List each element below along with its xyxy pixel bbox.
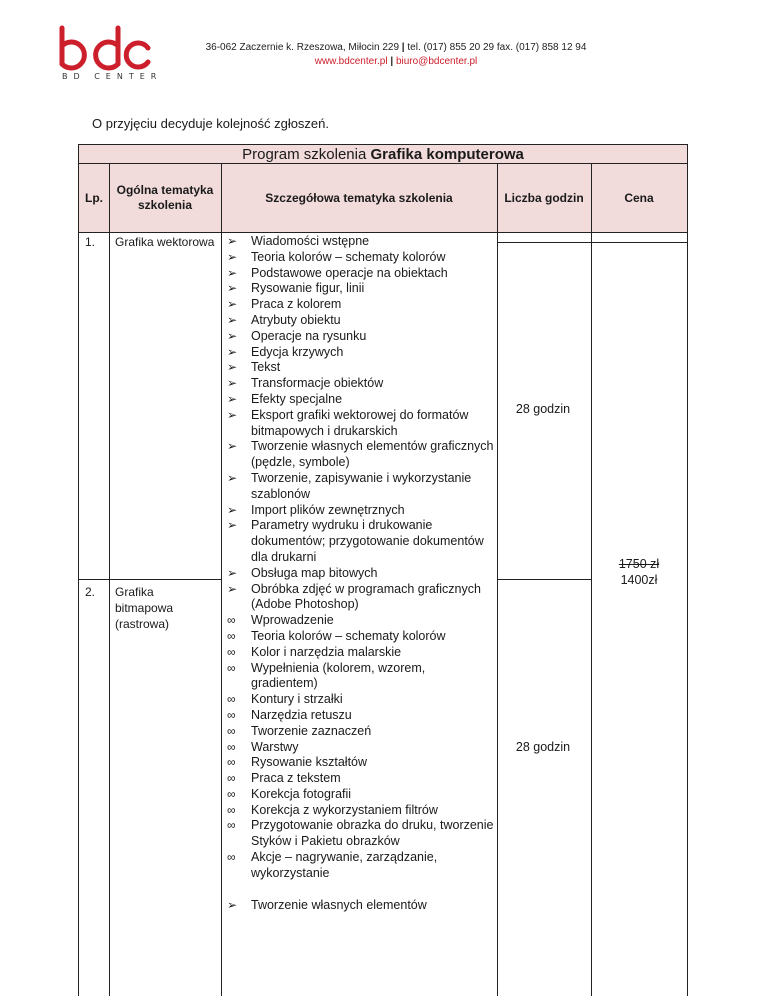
row2-hours: 28 godzin [515, 740, 571, 754]
topic-item [225, 850, 495, 882]
topic-text: Korekcja z wykorzystaniem filtrów [251, 802, 438, 817]
topic-text: Kolor i narzędzia malarskie [251, 644, 402, 659]
arrow-bullet-icon: ➢ [227, 328, 238, 343]
arrow-bullet-icon: ➢ [227, 376, 238, 391]
topic-item [225, 297, 495, 313]
infinity-bullet-icon: ∞ [227, 692, 236, 707]
infinity-bullet-icon: ∞ [227, 771, 236, 786]
arrow-bullet-icon: ➢ [227, 518, 238, 533]
header-general: Ogólna tematyka szkolenia [116, 183, 214, 212]
topic-text: Wprowadzenie [251, 613, 334, 628]
topic-item [225, 503, 495, 519]
topic-list [225, 234, 495, 913]
topic-text: Warstwy [251, 739, 299, 754]
website-link[interactable]: www.bdcenter.pl [314, 56, 388, 67]
topic-item [225, 898, 495, 914]
arrow-bullet-icon: ➢ [227, 281, 238, 296]
infinity-bullet-icon: ∞ [227, 755, 236, 770]
topic-text: Tworzenie, zapisywanie i wykorzystanie szablonów [251, 470, 472, 501]
topic-item [225, 645, 495, 661]
arrow-bullet-icon: ➢ [227, 439, 238, 454]
topic-text: Teoria kolorów – schematy kolorów [251, 628, 446, 643]
table-title-bold: Grafika komputerowa [370, 146, 524, 163]
arrow-bullet-icon: ➢ [227, 249, 238, 264]
topic-item [225, 787, 495, 803]
topic-item [225, 771, 495, 787]
infinity-bullet-icon: ∞ [227, 723, 236, 738]
topic-item [225, 250, 495, 266]
topic-text: Parametry wydruku i drukowanie dokumentów; przygotowanie dokumentów dla drukarni [251, 518, 484, 564]
topic-text: Eksport grafiki wektorowej do formatów bitmapowych i drukarskich [251, 407, 469, 438]
row1-general: Grafika wektorowa [115, 235, 215, 249]
topic-text: Tworzenie zaznaczeń [251, 723, 372, 738]
arrow-bullet-icon: ➢ [227, 297, 238, 312]
topic-item [225, 692, 495, 708]
topic-text: Obróbka zdjęć w programach graficznych (Adobe Photoshop) [251, 581, 481, 612]
header-detailed: Szczegółowa tematyka szkolenia [265, 190, 453, 205]
price-cell [591, 556, 687, 588]
infinity-bullet-icon: ∞ [227, 644, 236, 659]
topic-text: Import plików zewnętrznych [251, 502, 405, 517]
topic-text: Teoria kolorów – schematy kolorów [251, 249, 446, 264]
topic-item [225, 724, 495, 740]
topic-text: Rysowanie figur, linii [251, 281, 365, 296]
topic-item [225, 266, 495, 282]
topic-item [225, 234, 495, 250]
topic-text: Transformacje obiektów [251, 376, 384, 391]
infinity-bullet-icon: ∞ [227, 818, 236, 833]
topic-item [225, 439, 495, 471]
infinity-bullet-icon: ∞ [227, 613, 236, 628]
topic-item [225, 740, 495, 756]
topic-item [225, 392, 495, 408]
infinity-bullet-icon: ∞ [227, 850, 236, 865]
row2-general: Grafika bitmapowa (rastrowa) [115, 585, 174, 631]
topic-text: Praca z kolorem [251, 297, 342, 312]
program-table [78, 144, 688, 996]
arrow-bullet-icon: ➢ [227, 312, 238, 327]
arrow-bullet-icon: ➢ [227, 265, 238, 280]
topic-text: Podstawowe operacje na obiektach [251, 265, 448, 280]
separator: | [390, 56, 394, 67]
topic-text: Edycja krzywych [251, 344, 344, 359]
topic-text: Efekty specjalne [251, 391, 343, 406]
topic-item [225, 818, 495, 850]
address-text: 36-062 Zaczernie k. Rzeszowa, Miłocin 229 [205, 42, 400, 53]
arrow-bullet-icon: ➢ [227, 581, 238, 596]
phone-text: tel. (017) 855 20 29 fax. (017) 858 12 94 [407, 42, 587, 53]
topic-text: Akcje – nagrywanie, zarządzanie, wykorzystanie [251, 850, 438, 880]
topic-item [225, 329, 495, 345]
topic-text: Tworzenie własnych elementów [251, 897, 427, 912]
row1-hours: 28 godzin [515, 402, 571, 416]
address-line [186, 42, 606, 53]
new-price: 1400zł [620, 573, 658, 587]
topic-item [225, 313, 495, 329]
row1-lp: 1. [85, 235, 96, 249]
topic-text: Narzędzia retuszu [251, 707, 352, 722]
topic-text: Rysowanie kształtów [251, 755, 368, 770]
topic-text: Tekst [251, 360, 281, 375]
topic-item [225, 471, 495, 503]
topic-item [225, 661, 495, 693]
topic-item [225, 360, 495, 376]
topic-item [225, 408, 495, 440]
topic-item [225, 582, 495, 614]
header-price: Cena [624, 190, 654, 205]
table-body [79, 164, 687, 996]
topic-text: Tworzenie własnych elementów graficznych (pędzle, symbole) [251, 439, 494, 470]
arrow-bullet-icon: ➢ [227, 502, 238, 517]
arrow-bullet-icon: ➢ [227, 360, 238, 375]
topic-item [225, 629, 495, 645]
topic-item [225, 613, 495, 629]
infinity-bullet-icon: ∞ [227, 628, 236, 643]
topic-item [225, 708, 495, 724]
topic-text: Atrybuty obiektu [251, 312, 341, 327]
topic-item [225, 803, 495, 819]
arrow-bullet-icon: ➢ [227, 470, 238, 485]
topic-item [225, 755, 495, 771]
topic-item [225, 566, 495, 582]
separator: | [401, 42, 405, 53]
topic-text: Wypełnienia (kolorem, wzorem, gradientem) [251, 660, 426, 691]
infinity-bullet-icon: ∞ [227, 660, 236, 675]
old-price: 1750 zł [618, 557, 660, 571]
table-title [79, 145, 687, 164]
topic-item [225, 345, 495, 361]
topic-item [225, 281, 495, 297]
arrow-bullet-icon: ➢ [227, 234, 238, 248]
arrow-bullet-icon: ➢ [227, 344, 238, 359]
contact-links [186, 56, 606, 67]
infinity-bullet-icon: ∞ [227, 707, 236, 722]
topic-text: Kontury i strzałki [251, 692, 343, 707]
topic-item [225, 518, 495, 565]
arrow-bullet-icon: ➢ [227, 897, 238, 912]
infinity-bullet-icon: ∞ [227, 802, 236, 817]
topic-item [225, 376, 495, 392]
topic-text: Wiadomości wstępne [251, 234, 370, 248]
header-hours: Liczba godzin [504, 190, 584, 205]
infinity-bullet-icon: ∞ [227, 739, 236, 754]
topic-text: Praca z tekstem [251, 771, 341, 786]
topic-text: Korekcja fotografii [251, 786, 352, 801]
registration-note: O przyjęciu decyduje kolejność zgłoszeń. [92, 116, 330, 131]
logo-tagline: BD CENTER [62, 72, 163, 81]
arrow-bullet-icon: ➢ [227, 407, 238, 422]
topic-text: Operacje na rysunku [251, 328, 367, 343]
arrow-bullet-icon: ➢ [227, 565, 238, 580]
topic-text: Obsługa map bitowych [251, 565, 378, 580]
header-lp: Lp. [85, 190, 103, 205]
topic-text: Przygotowanie obrazka do druku, tworzenie Styków i Pakietu obrazków [251, 818, 494, 849]
infinity-bullet-icon: ∞ [227, 786, 236, 801]
email-link[interactable]: biuro@bdcenter.pl [395, 56, 478, 67]
table-title-prefix: Program szkolenia [242, 146, 371, 163]
row2-lp: 2. [85, 585, 96, 599]
arrow-bullet-icon: ➢ [227, 391, 238, 406]
